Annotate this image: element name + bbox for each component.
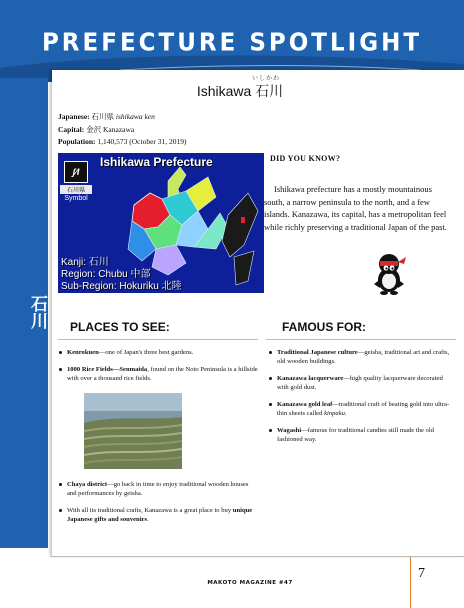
did-you-know-heading: DID YOU KNOW?	[270, 154, 341, 163]
item-bold: Traditional Japanese culture	[277, 349, 358, 356]
rice-fields-image	[84, 393, 182, 469]
item-text: —high quality lacquerware decorated with gold dust.	[277, 375, 443, 391]
list-item	[277, 374, 454, 392]
rice-fields-photo	[84, 393, 182, 469]
item-bold: Chaya district	[67, 481, 108, 488]
page-title: PREFECTURE SPOTLIGHT	[41, 28, 423, 58]
item-text: —traditional craft of beating gold into ultra-thin sheets called	[277, 401, 450, 417]
ninja-mascot-icon	[370, 248, 408, 296]
fact-population	[58, 137, 187, 146]
places-list-top	[58, 348, 258, 391]
list-item	[277, 400, 454, 418]
section-divider	[266, 339, 456, 340]
map-kanji: Kanji: 石川	[61, 257, 109, 268]
item-text: —go back in time to enjoy traditional wooden houses and performances by geisha.	[67, 481, 249, 497]
map-marker	[241, 217, 245, 223]
map-region-label: Region: Chubu 中部	[61, 269, 151, 280]
item-bold: Kenrokuen	[67, 349, 99, 356]
symbol-kanji-label: 石川県	[60, 185, 92, 194]
item-bold: Kanazawa lacquerware	[277, 375, 344, 382]
footer-accent-rule	[410, 557, 411, 608]
list-item	[277, 426, 454, 444]
item-text: —one of Japan's three best gardens.	[98, 349, 194, 356]
did-you-know-text: Ishikawa prefecture has a mostly mountainous south, a narrow peninsula to the north, and a few islands. Kanazawa, its capital, has a metropolitan feel while richly preserving a traditional Japan of the past.	[264, 184, 447, 232]
prefecture-title: Ishikawa 石川	[196, 83, 284, 99]
list-item	[67, 480, 258, 498]
prefecture-symbol-icon: ʃ⁄Ɩ	[64, 161, 88, 183]
map-title: Ishikawa Prefecture	[100, 155, 213, 169]
item-bold: unique Japanese gifts and souvenirs	[67, 507, 253, 523]
side-kanji: 石川	[28, 295, 47, 329]
item-text: .	[344, 410, 347, 417]
list-item	[67, 348, 258, 357]
places-list-bottom	[58, 480, 258, 532]
page-number: 7	[418, 566, 425, 581]
item-bold: 1000 Rice Fields—Senmaida	[67, 366, 148, 373]
fact-value: 石川県	[91, 112, 115, 121]
ruby-text: いしかわ	[251, 76, 280, 82]
item-text: With all its traditional crafts, Kanazawa is a great place to buy	[67, 507, 233, 514]
section-divider	[58, 339, 258, 340]
item-text: .	[147, 516, 149, 523]
fact-value: 1,140,573 (October 31, 2019)	[97, 137, 187, 146]
fact-label: Japanese:	[58, 112, 90, 121]
item-bold: Wagashi	[277, 427, 302, 434]
item-italic: kinpaku	[324, 410, 345, 417]
footer-divider	[50, 556, 464, 557]
list-item	[277, 348, 454, 366]
famous-list	[268, 348, 454, 452]
item-text: , found on the Noto Peninsula is a hillside with over a thousand rice fields.	[67, 366, 258, 382]
fact-value: 金沢 Kanazawa	[86, 125, 135, 134]
fact-capital	[58, 124, 134, 135]
symbol-label: Symbol	[64, 195, 88, 202]
fact-romaji: ishikawa ken	[115, 112, 155, 121]
magazine-footer: MAKOTO MAGAZINE #47	[207, 580, 293, 586]
list-item	[67, 365, 258, 383]
fact-label: Capital:	[58, 125, 85, 134]
item-text: —famous for traditional candies still made the old fashioned way.	[277, 427, 434, 443]
item-bold: Kanazawa gold leaf	[277, 401, 333, 408]
fact-label: Population:	[58, 137, 96, 146]
map-subregion-label: Sub-Region: Hokuriku 北陸	[61, 281, 182, 292]
famous-heading: FAMOUS FOR:	[282, 320, 366, 334]
places-heading: PLACES TO SEE:	[70, 320, 170, 334]
item-text: —geisha, traditional art and crafts, old wooden buildings.	[277, 349, 450, 365]
fact-japanese	[58, 111, 155, 122]
list-item	[67, 506, 258, 524]
